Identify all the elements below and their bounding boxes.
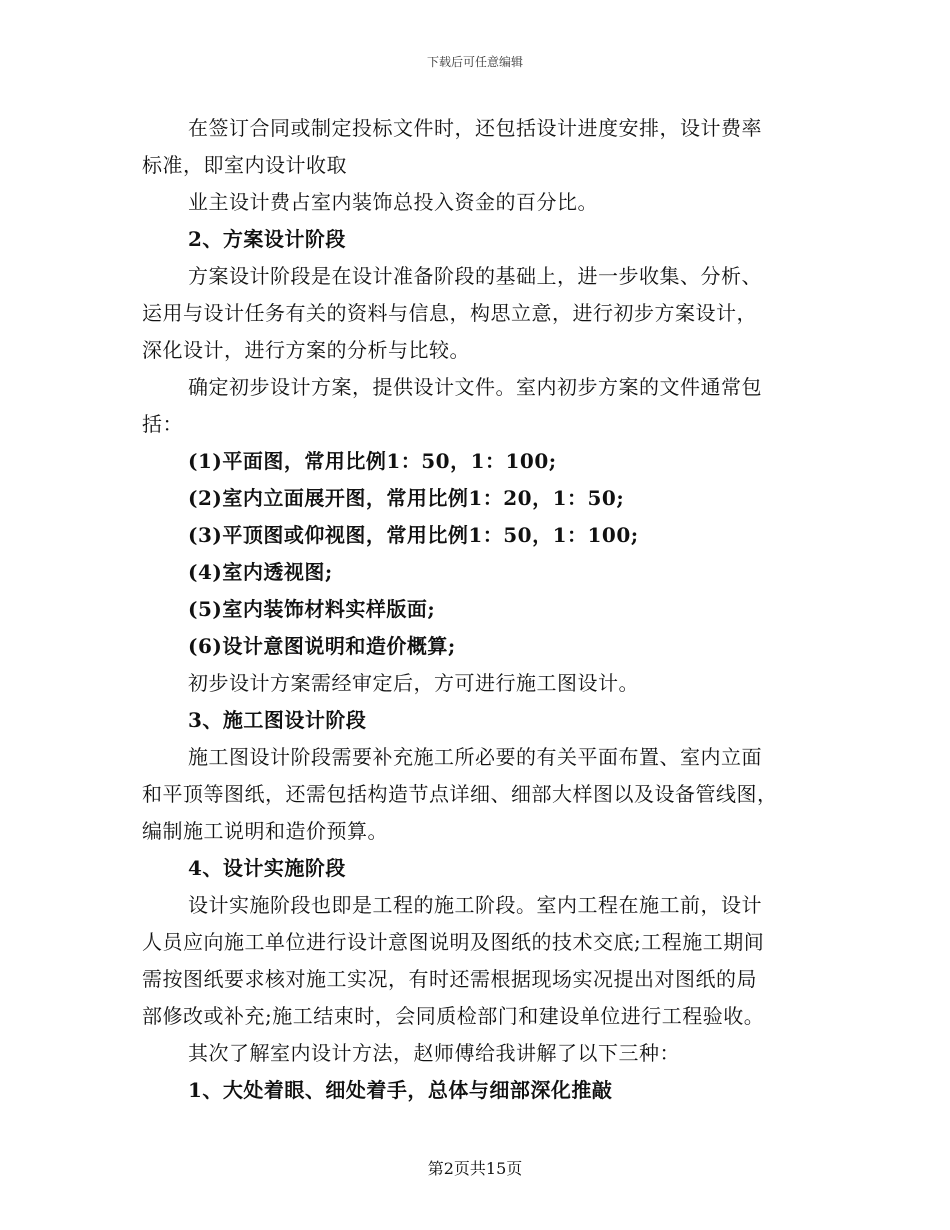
section-heading: 4、设计实施阶段 <box>188 856 346 880</box>
list-item: (5)室内装饰材料实样版面; <box>188 597 436 621</box>
paragraph-line: 施工图设计阶段需要补充施工所必要的有关平面布置、室内立面 <box>188 745 762 769</box>
page-header: 下载后可任意编辑 <box>426 55 523 69</box>
paragraph-line: 需按图纸要求核对施工实况，有时还需根据现场实况提出对图纸的局 <box>142 967 757 991</box>
paragraph-line: 确定初步设计方案，提供设计文件。室内初步方案的文件通常包 <box>188 375 762 399</box>
list-item: (3)平顶图或仰视图，常用比例1：50，1：100; <box>188 523 639 547</box>
paragraph-line: 初步设计方案需经审定后，方可进行施工图设计。 <box>188 671 639 695</box>
list-item: (4)室内透视图; <box>188 560 333 584</box>
section-heading: 2、方案设计阶段 <box>188 227 346 251</box>
list-item: (2)室内立面展开图，常用比例1：20，1：50; <box>188 486 625 510</box>
paragraph-line: 括： <box>142 412 183 436</box>
paragraph-line: 在签订合同或制定投标文件时，还包括设计进度安排，设计费率 <box>188 116 762 140</box>
paragraph-line: 业主设计费占室内装饰总投入资金的百分比。 <box>188 190 598 214</box>
list-item: (6)设计意图说明和造价概算; <box>188 634 456 658</box>
paragraph-line: 深化设计，进行方案的分析与比较。 <box>142 338 470 362</box>
page-number-footer: 第2页共15页 <box>427 1159 523 1178</box>
paragraph-line: 标准，即室内设计收取 <box>142 153 347 177</box>
section-heading: 1、大处着眼、细处着手，总体与细部深化推敲 <box>188 1078 613 1102</box>
list-item: (1)平面图，常用比例1：50，1：100; <box>188 449 557 473</box>
paragraph-line: 编制施工说明和造价预算。 <box>142 819 388 843</box>
paragraph-line: 设计实施阶段也即是工程的施工阶段。室内工程在施工前，设计 <box>188 893 762 917</box>
paragraph-line: 和平顶等图纸，还需包括构造节点详细、细部大样图以及设备管线图， <box>142 782 778 806</box>
paragraph-line: 人员应向施工单位进行设计意图说明及图纸的技术交底;工程施工期间 <box>142 930 765 954</box>
paragraph-line: 方案设计阶段是在设计准备阶段的基础上，进一步收集、分析、 <box>188 264 762 288</box>
paragraph-line: 运用与设计任务有关的资料与信息，构思立意，进行初步方案设计， <box>142 301 757 325</box>
paragraph-line: 部修改或补充;施工结束时，会同质检部门和建设单位进行工程验收。 <box>142 1004 765 1028</box>
paragraph-line: 其次了解室内设计方法，赵师傅给我讲解了以下三种： <box>188 1041 680 1065</box>
section-heading: 3、施工图设计阶段 <box>188 708 367 732</box>
document-body <box>142 110 812 1109</box>
